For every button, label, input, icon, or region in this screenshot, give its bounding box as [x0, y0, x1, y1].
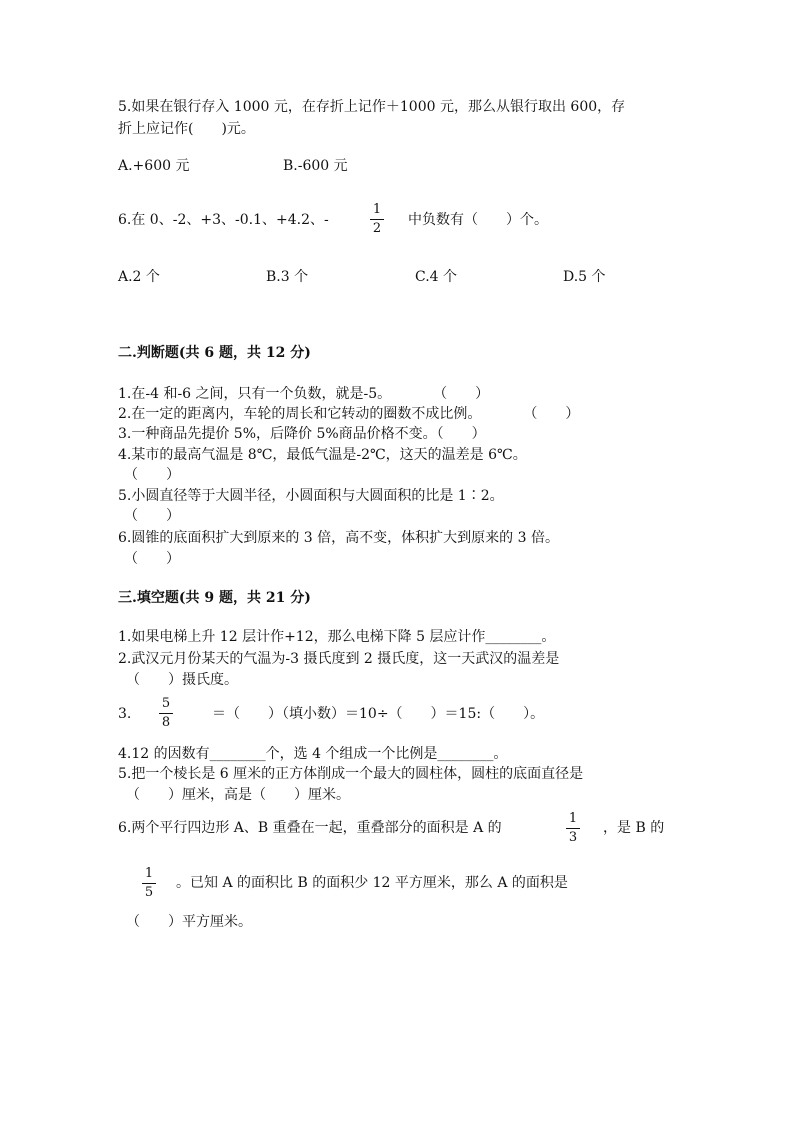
q6-fraction	[370, 202, 384, 237]
fraction-numerator: 1	[144, 866, 154, 881]
fill-item-6-line2: 。已知 A 的面积比 B 的面积少 12 平方厘米，那么 A 的面积是	[176, 875, 568, 891]
fill-item-6-line1: 6.两个平行四边形 A、B 重叠在一起，重叠部分的面积是 A 的	[118, 820, 502, 836]
judge-item-4: 4.某市的最高气温是 8℃，最低气温是-2℃，这天的温差是 6℃。	[118, 447, 527, 463]
fill-item-4: 4.12 的因数有________个，选 4 个组成一个比例是________。	[118, 746, 508, 762]
q6-option-d: D.5 个	[563, 269, 606, 285]
fill-item-5-line1: 5.把一个棱长是 6 厘米的正方体削成一个最大的圆柱体，圆柱的底面直径是	[118, 766, 584, 782]
fill-item-3-number: 3.	[118, 706, 132, 722]
q5-option-a: A.+600 元	[118, 158, 190, 174]
q5-line1: 5.如果在银行存入 1000 元，在存折上记作＋1000 元，那么从银行取出 600，存	[118, 99, 626, 115]
q6-text-after: 中负数有（ ）个。	[408, 212, 548, 228]
fill-item-1: 1.如果电梯上升 12 层计作+12，那么电梯下降 5 层应计作________。	[118, 629, 556, 645]
fill-item-6-line1-end: ，是 B 的	[603, 820, 665, 836]
q6-option-a: A.2 个	[118, 269, 160, 285]
q6-option-c: C.4 个	[415, 269, 458, 285]
fraction-bar	[370, 219, 384, 220]
q5-line2: 折上应记作( )元。	[118, 121, 255, 137]
judge-item-3: 3.一种商品先提价 5%，后降价 5%商品价格不变。（ ）	[118, 426, 486, 442]
judge-item-1: 1.在-4 和-6 之间，只有一个负数，就是-5。 （ ）	[118, 386, 490, 402]
judge-item-5: 5.小圆直径等于大圆半径，小圆面积与大圆面积的比是 1∶2。	[118, 488, 504, 504]
judge-item-2: 2.在一定的距离内，车轮的周长和它转动的圈数不成比例。 （ ）	[118, 406, 580, 422]
fill-item-2-line2: （ ）摄氏度。	[126, 672, 238, 688]
fraction-bar	[566, 828, 580, 829]
fraction-denominator: 3	[568, 830, 578, 845]
fill-item-3-fraction	[159, 696, 173, 731]
q6-text-before: 6.在 0、-2、+3、-0.1、+4.2、-	[118, 212, 329, 228]
judge-item-4-answer: （ ）	[124, 467, 180, 483]
fraction-denominator: 8	[161, 715, 171, 730]
fraction-denominator: 2	[372, 221, 382, 236]
fill-item-3-text: ＝（ ）（填小数）＝10÷（ ）＝15:（ ）。	[212, 706, 545, 722]
fill-item-6-fraction-a	[566, 811, 580, 846]
fill-item-6-fraction-b	[142, 866, 156, 901]
q5-option-b: B.-600 元	[283, 158, 348, 174]
fill-item-6-line3: （ ）平方厘米。	[126, 914, 252, 930]
fraction-numerator: 1	[568, 811, 578, 826]
judge-item-5-answer: （ ）	[124, 508, 180, 524]
q6-option-b: B.3 个	[266, 269, 309, 285]
judge-item-6-answer: （ ）	[124, 551, 180, 567]
fraction-numerator: 5	[161, 696, 171, 711]
fraction-bar	[159, 713, 173, 714]
section2-title: 二.判断题(共 6 题，共 12 分)	[118, 345, 311, 361]
section3-title: 三.填空题(共 9 题，共 21 分)	[118, 590, 311, 606]
fraction-denominator: 5	[144, 885, 154, 900]
fraction-numerator: 1	[372, 202, 382, 217]
fill-item-5-line2: （ ）厘米，高是（ ）厘米。	[126, 787, 350, 803]
fraction-bar	[142, 883, 156, 884]
fill-item-2-line1: 2.武汉元月份某天的气温为-3 摄氏度到 2 摄氏度，这一天武汉的温差是	[118, 651, 560, 667]
judge-item-6: 6.圆锥的底面积扩大到原来的 3 倍，高不变，体积扩大到原来的 3 倍。	[118, 530, 559, 546]
